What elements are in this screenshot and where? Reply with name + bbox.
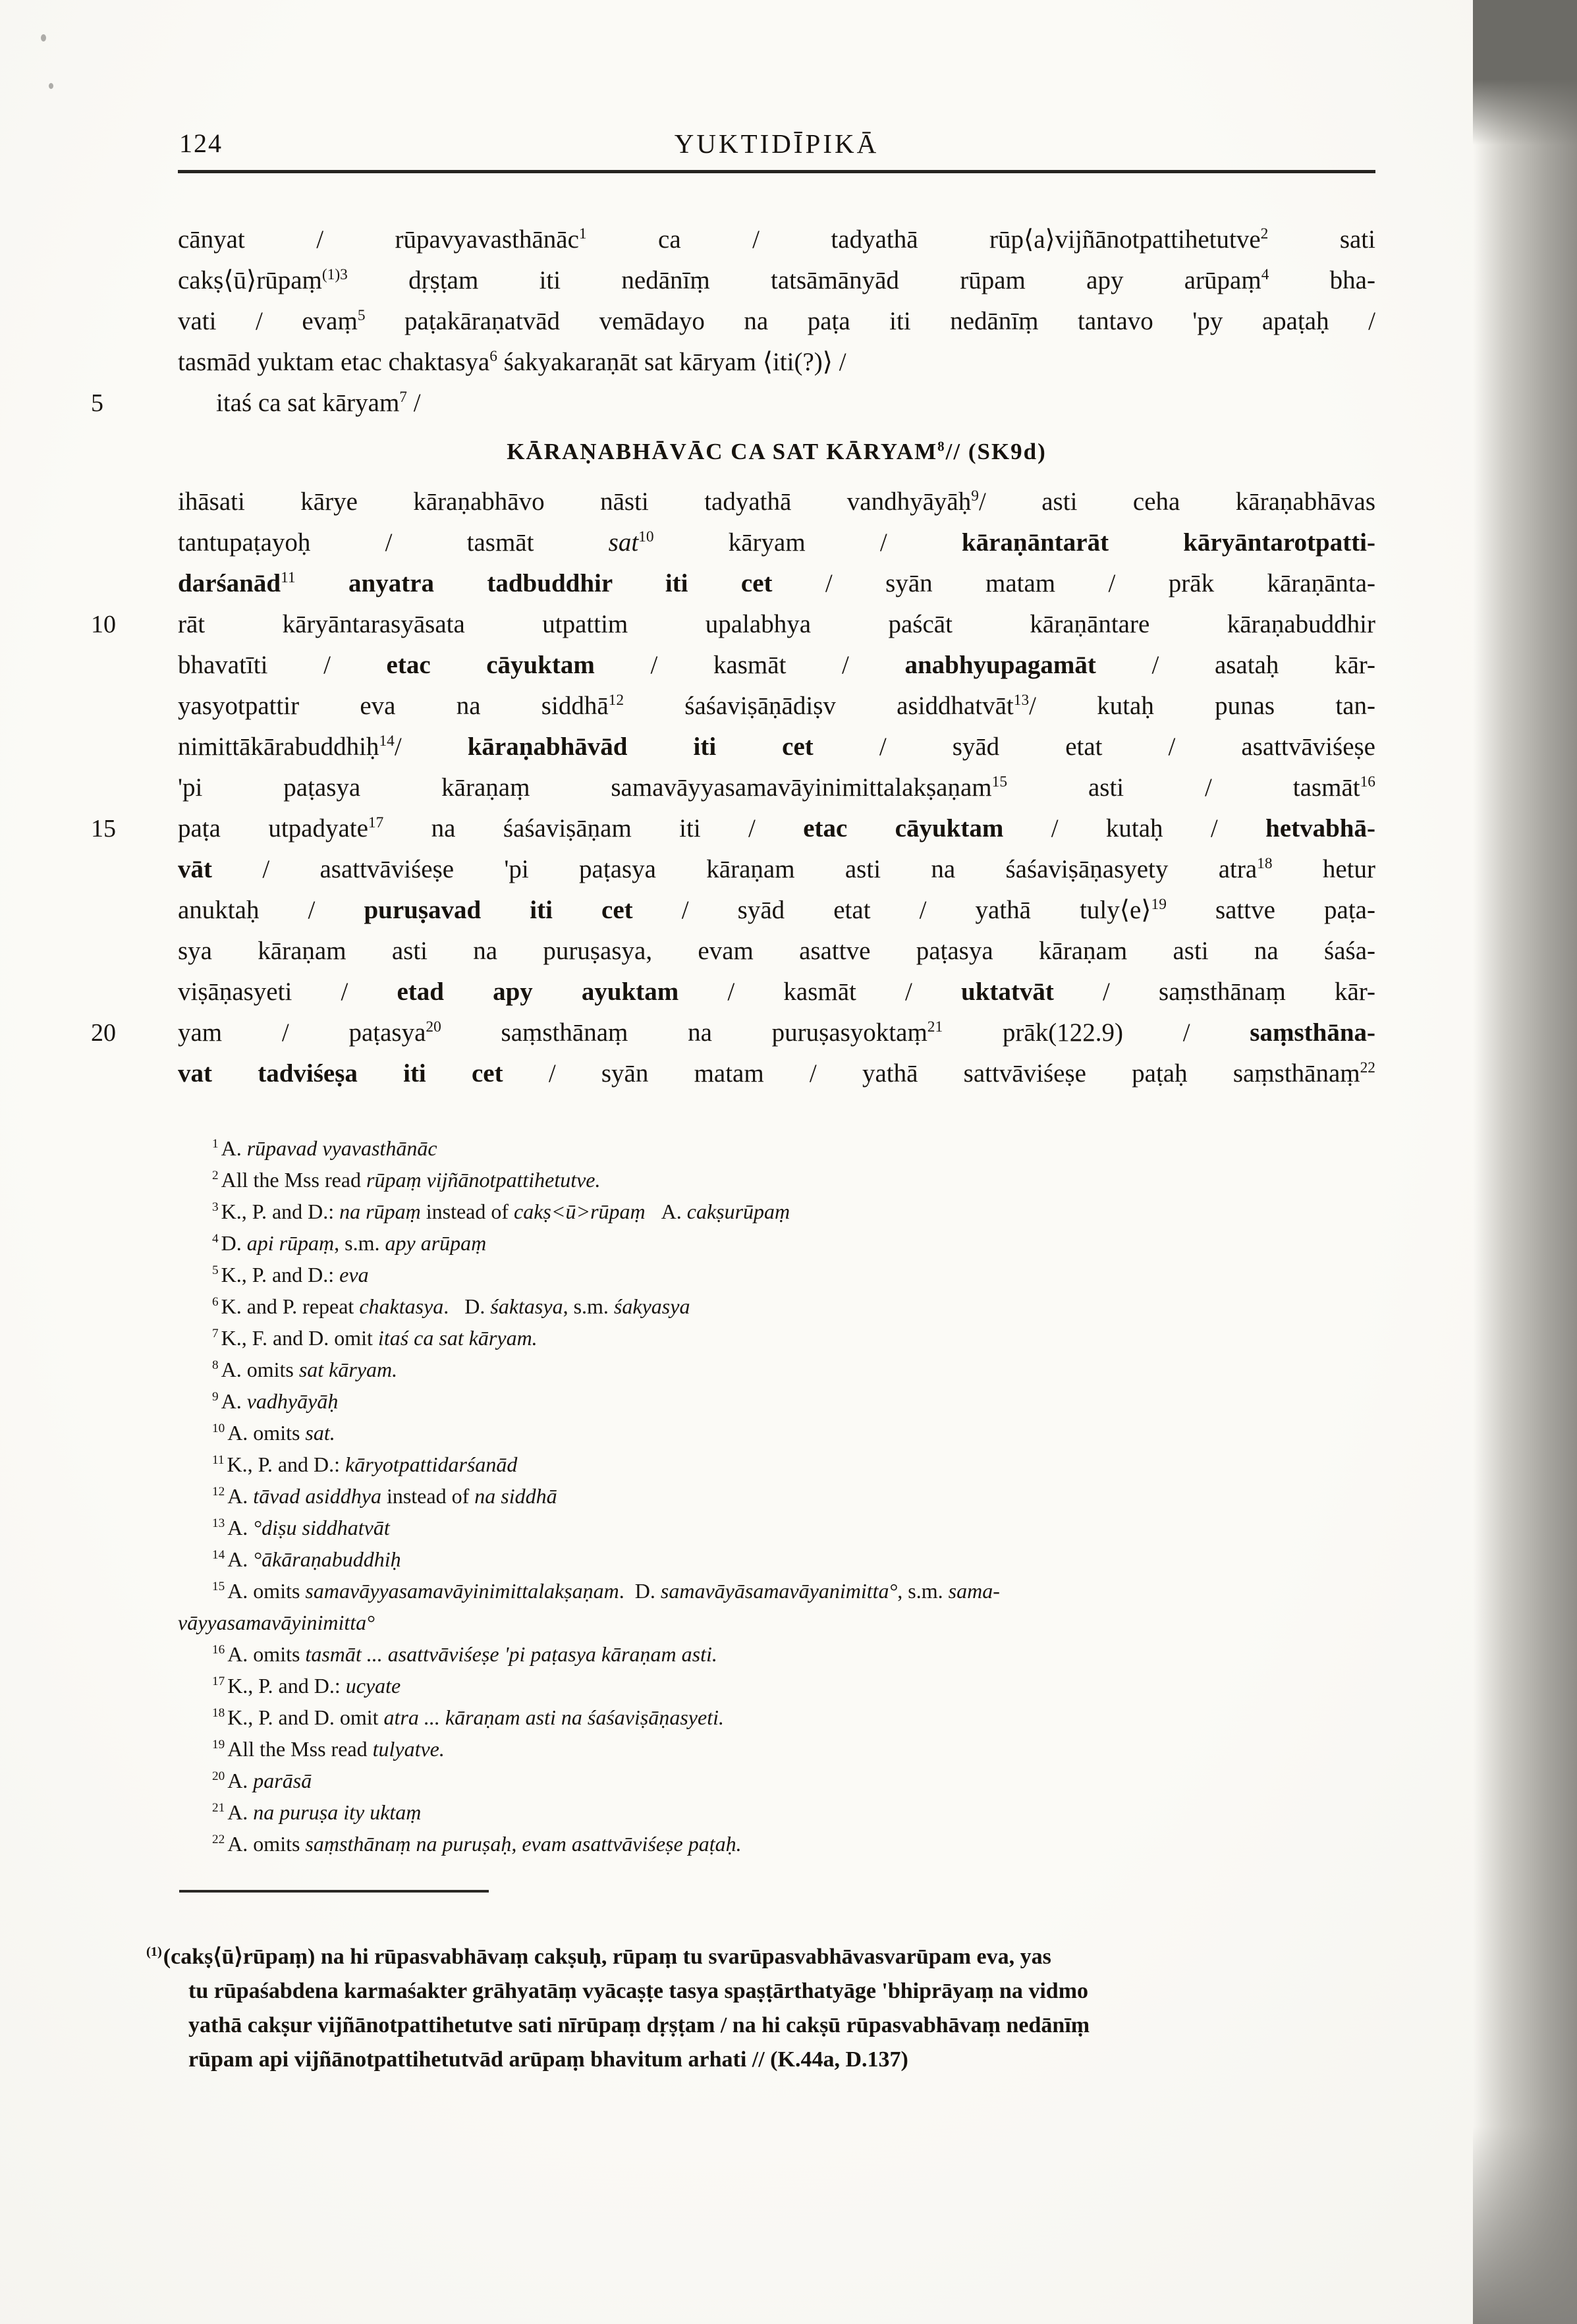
footnote-number: 10 xyxy=(212,1422,225,1436)
text-line xyxy=(178,645,1375,686)
footnote-number: 19 xyxy=(212,1738,225,1752)
footnote: $^6$ K. and P. repeat chaktasya. D. śaktasya, s.m. śakyasya xyxy=(212,1294,690,1318)
karika-verse-line: KĀRAṆABHĀVĀC CA SAT KĀRYAM$^8$// (SK9d) xyxy=(507,438,1047,464)
text-line xyxy=(178,767,1375,808)
text-line xyxy=(178,931,1375,972)
paragraph-block-1 xyxy=(91,219,1375,424)
footnote-number: 22 xyxy=(212,1833,225,1847)
line-text: 'pi paṭasya kāraṇaṃ samavāyyasamavāyinimittalakṣaṇam$^{15}$ asti / tasmāt$^{16}$ xyxy=(178,773,1375,802)
text-line xyxy=(178,563,1375,604)
scan-edge-top-shadow xyxy=(1473,0,1577,145)
footnote-number: 16 xyxy=(212,1643,225,1657)
line-text: yam / paṭasya$^{20}$ saṃsthānaṃ na puruṣasyoktaṃ$^{21}$ prāk(122.9) / saṃsthāna- xyxy=(178,1018,1375,1047)
footnote: $^{22}$ A. omits saṃsthānaṃ na puruṣaḥ, evam asattvāviśeṣe paṭaḥ. xyxy=(212,1832,742,1856)
footnote: $^4$ D. api rūpaṃ, s.m. apy arūpaṃ xyxy=(212,1231,487,1255)
margin-line-number: 20 xyxy=(91,1019,116,1047)
footnote: $^1$ A. rūpavad vyavasthānāc xyxy=(212,1136,437,1160)
footnote-number: 6 xyxy=(212,1295,219,1310)
margin-line-number: 10 xyxy=(91,611,116,638)
body-text xyxy=(91,219,1376,1094)
line-text: viṣāṇasyeti / etad apy ayuktam / kasmāt / uktatvāt / saṃsthānaṃ kār- xyxy=(178,978,1375,1006)
page-number: 124 xyxy=(179,128,223,158)
footnote-number: 7 xyxy=(212,1327,219,1341)
header-rule xyxy=(178,170,1375,173)
footnote-number: 20 xyxy=(212,1769,225,1784)
footnote: $^{14}$ A. °ākāraṇabuddhiḥ xyxy=(212,1547,401,1571)
footnote-number: 17 xyxy=(212,1674,225,1689)
footnote: $^{19}$ All the Mss read tulyatve. xyxy=(212,1737,445,1761)
line-text: darśanād$^{11}$ anyatra tadbuddhir iti cet / syān matam / prāk kāraṇānta- xyxy=(178,569,1376,597)
footnote-number: 12 xyxy=(212,1485,225,1499)
footnote: $^{13}$ A. °diṣu siddhatvāt xyxy=(212,1516,390,1539)
footnote-number: 1 xyxy=(212,1137,219,1151)
line-text: vati / evaṃ$^5$ paṭakāraṇatvād vemādayo na paṭa iti nedānīṃ tantavo 'py apaṭaḥ / xyxy=(178,307,1375,335)
line-text: tasmād yuktam etac chaktasya$^6$ śakyakaraṇāt sat kāryam ⟨iti(?)⟩ / xyxy=(178,348,846,376)
text-line xyxy=(178,260,1375,301)
footnote: $^{16}$ A. omits tasmāt ... asattvāviśeṣe 'pi paṭasya kāraṇam asti. xyxy=(212,1642,717,1666)
line-text: anuktaḥ / puruṣavad iti cet / syād etat / yathā tuly⟨e⟩$^{19}$ sattve paṭa- xyxy=(178,896,1375,924)
text-line xyxy=(178,482,1375,522)
commentary-note-text: (cakṣ⟨ū⟩rūpaṃ) na hi rūpasvabhāvaṃ cakṣuḥ, rūpaṃ tu svarūpasvabhāvasvarūpam eva, yas tu rūpaśabdena karmaśakter grāhyatāṃ vyācaṣṭe tasya spaṣṭārthatyāge 'bhiprāyaṃ na vidmo yathā cakṣur vijñānotpattihetutve sati nīrūpaṃ dṛṣṭam / na hi cakṣū rūpasvabhāvaṃ nedānīṃ rūpam api vijñānotpattihetutvād arūpaṃ bhavitum arhati // (K.44a, D.137) xyxy=(163,1945,1090,2072)
footnote: $^{17}$ K., P. and D.: ucyate xyxy=(212,1674,401,1698)
text-line xyxy=(178,972,1375,1012)
commentary-note-label: (1) xyxy=(146,1944,162,1959)
footnote-number: 9 xyxy=(212,1390,219,1404)
scan-speck xyxy=(49,83,53,89)
page-content xyxy=(91,126,1376,2077)
margin-line-number: 15 xyxy=(91,815,116,843)
footnote-number: 18 xyxy=(212,1706,225,1721)
line-text: tantupaṭayoḥ / tasmāt sat$^{10}$ kāryam / kāraṇāntarāt kāryāntarotpatti- xyxy=(178,528,1375,557)
footnote: $^{15}$ A. omits samavāyyasamavāyinimittalakṣaṇam. D. samavāyāsamavāyanimitta°, s.m. sama- vāyyasamavāyinimitta° xyxy=(178,1579,1000,1634)
footnote: $^8$ A. omits sat kāryam. xyxy=(212,1358,398,1381)
line-text: rāt kāryāntarasyāsata utpattim upalabhya paścāt kāraṇāntare kāraṇabuddhir xyxy=(178,610,1375,638)
footnote-separator-rule xyxy=(179,1890,489,1893)
footnote-number: 4 xyxy=(212,1232,219,1246)
text-line xyxy=(178,342,1375,383)
footnote-number: 3 xyxy=(212,1200,219,1215)
footnote-number: 15 xyxy=(212,1580,225,1594)
line-text: sya kāraṇam asti na puruṣasya, evam asattve paṭasya kāraṇam asti na śaśa- xyxy=(178,937,1375,965)
paragraph-block-2 xyxy=(91,482,1376,1094)
text-line xyxy=(178,301,1375,342)
text-line xyxy=(178,1053,1375,1094)
scan-speck xyxy=(41,34,46,42)
footnote: $^{20}$ A. parāsā xyxy=(212,1769,312,1792)
footnote-number: 11 xyxy=(212,1453,225,1468)
text-line xyxy=(178,686,1375,727)
footnote: $^{12}$ A. tāvad asiddhya instead of na siddhā xyxy=(212,1484,557,1508)
footnote: $^{11}$ K., P. and D.: kāryotpattidarśanād xyxy=(212,1452,518,1476)
text-line xyxy=(178,849,1375,890)
footnote-number: 21 xyxy=(212,1801,225,1815)
line-text: cānyat / rūpavyavasthānāc$^1$ ca / tadyathā rūp⟨a⟩vijñānotpattihetutve$^2$ sati xyxy=(178,225,1375,254)
text-line xyxy=(91,808,1375,849)
footnote: $^{18}$ K., P. and D. omit atra ... kāraṇam asti na śaśaviṣāṇasyeti. xyxy=(212,1705,724,1729)
line-text: nimittākārabuddhiḥ$^{14}$/ kāraṇabhāvād iti cet / syād etat / asattvāviśeṣe xyxy=(178,733,1375,761)
line-text: bhavatīti / etac cāyuktam / kasmāt / anabhyupagamāt / asataḥ kār- xyxy=(178,651,1375,679)
text-line xyxy=(178,890,1375,931)
scan-edge-artifact xyxy=(1473,0,1577,2324)
commentary-note xyxy=(146,1940,1427,2077)
footnote-number: 13 xyxy=(212,1516,225,1531)
footnote: $^5$ K., P. and D.: eva xyxy=(212,1263,369,1286)
text-line xyxy=(91,1012,1375,1053)
footnote: $^3$ K., P. and D.: na rūpaṃ instead of cakṣ<ū>rūpaṃ A. cakṣurūpaṃ xyxy=(212,1200,790,1223)
line-text: vāt / asattvāviśeṣe 'pi paṭasya kāraṇam asti na śaśaviṣāṇasyety atra$^{18}$ hetur xyxy=(178,855,1375,883)
text-line xyxy=(91,604,1375,645)
footnote: $^9$ A. vadhyāyāḥ xyxy=(212,1389,339,1413)
footnote-number: 8 xyxy=(212,1358,219,1373)
line-text: paṭa utpadyate$^{17}$ na śaśaviṣāṇam iti / etac cāyuktam / kutaḥ / hetvabhā- xyxy=(178,814,1375,843)
line-text: itaś ca sat kāryam$^7$ / xyxy=(216,389,421,417)
text-line xyxy=(91,383,1375,424)
footnote-number: 5 xyxy=(212,1263,219,1278)
footnote: $^{10}$ A. omits sat. xyxy=(212,1421,335,1445)
text-line xyxy=(178,219,1375,260)
footnote: $^{21}$ A. na puruṣa ity uktaṃ xyxy=(212,1800,422,1824)
running-title: YUKTIDĪPIKĀ xyxy=(674,128,879,159)
scan-edge-bottom-shadow xyxy=(1473,2126,1577,2324)
critical-apparatus-footnotes xyxy=(178,1132,1375,1860)
footnote-number: 14 xyxy=(212,1548,225,1563)
line-text: vat tadviśeṣa iti cet / syān matam / yathā sattvāviśeṣe paṭaḥ saṃsthānaṃ$^{22}$ xyxy=(178,1059,1375,1088)
footnote: $^2$ All the Mss read rūpaṃ vijñānotpattihetutve. xyxy=(212,1168,601,1192)
text-line xyxy=(178,727,1375,767)
footnote-number: 2 xyxy=(212,1169,219,1183)
page-header xyxy=(178,126,1375,163)
text-line xyxy=(178,522,1375,563)
line-text: yasyotpattir eva na siddhā$^{12}$ śaśaviṣāṇādiṣv asiddhatvāt$^{13}$/ kutaḥ punas tan- xyxy=(178,692,1375,720)
line-text: ihāsati kārye kāraṇabhāvo nāsti tadyathā vandhyāyāḥ$^9$/ asti ceha kāraṇabhāvas xyxy=(178,487,1376,516)
margin-line-number: 5 xyxy=(91,389,103,417)
line-text: cakṣ⟨ū⟩rūpaṃ$^{(1)3}$ dṛṣṭam iti nedānīṃ tatsāmānyād rūpam apy arūpaṃ$^4$ bha- xyxy=(178,266,1375,294)
footnote: $^7$ K., F. and D. omit itaś ca sat kāryam. xyxy=(212,1326,538,1350)
